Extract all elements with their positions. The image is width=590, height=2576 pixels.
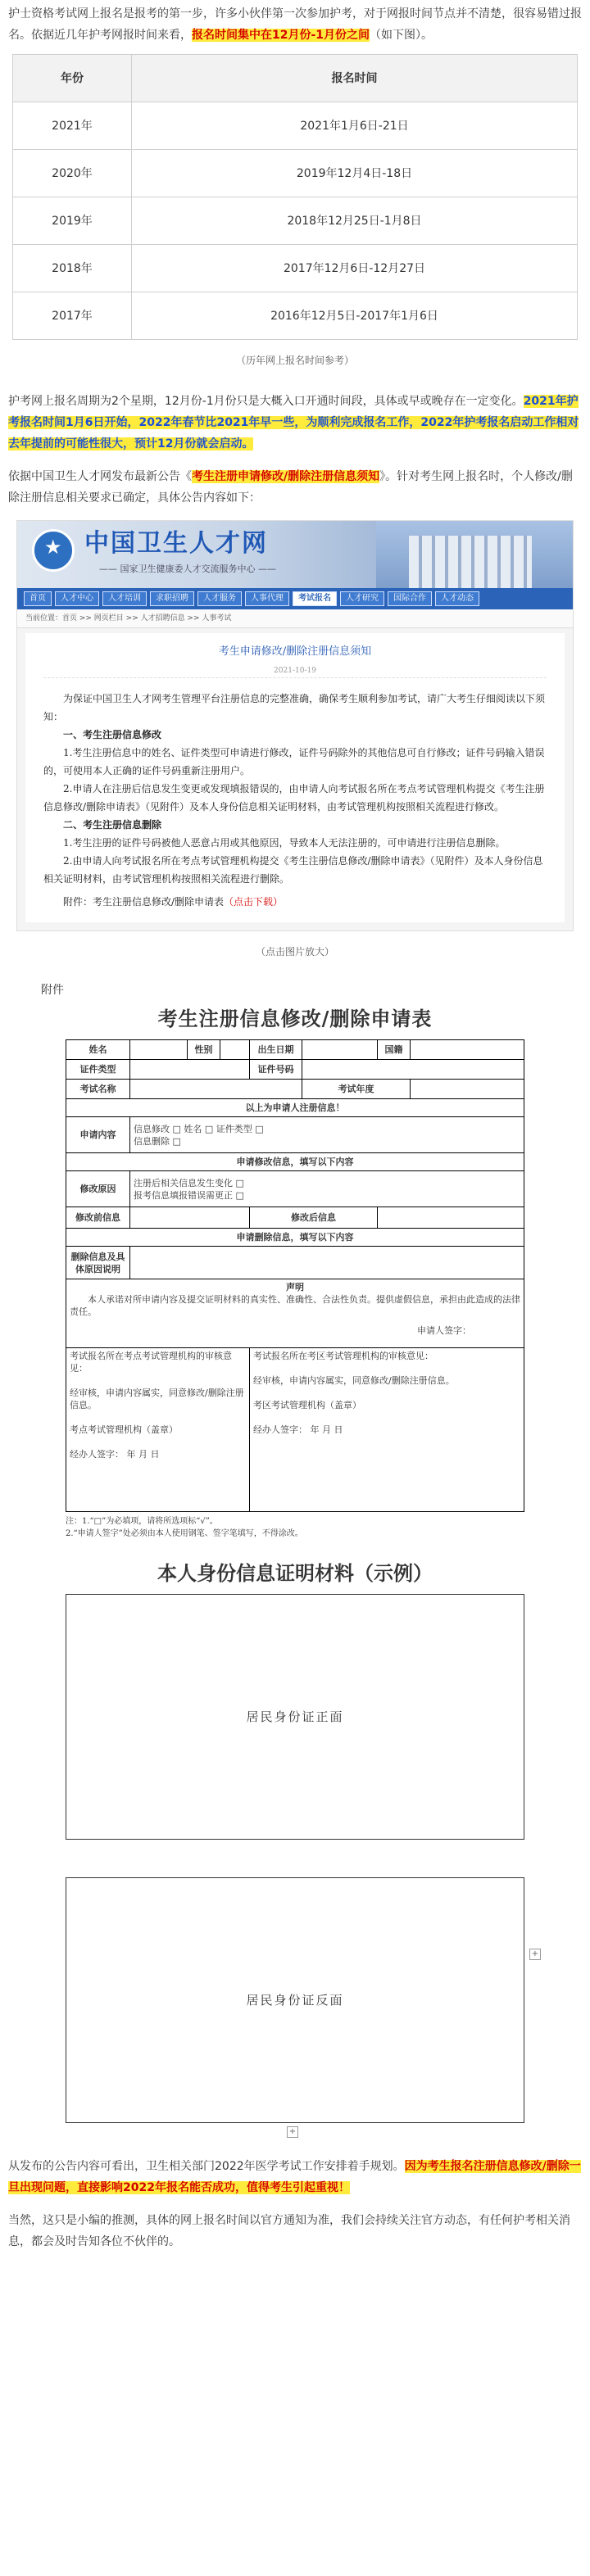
table-row xyxy=(13,292,578,340)
before-label: 修改前信息 xyxy=(66,1207,130,1229)
notice-item: 2.申请人在注册后信息发生变更或发现填报错误的，由申请人向考试报名所在考点考试管理机构提交《考生注册信息修改/删除申请表》（见附件）及本人身份信息相关证明材料，由考试管理机构按照相关流程进行修改。 xyxy=(43,783,545,813)
idtype-label: 证件类型 xyxy=(66,1060,130,1080)
region-review: 考试报名所在考区考试管理机构的审核意见： 经审核，申请内容属实，同意修改/删除注册信息。 考区考试管理机构（盖章） 经办人签字： 年 月 日 xyxy=(250,1348,524,1512)
year-cell: 2017年 xyxy=(13,292,132,340)
time-cell: 2018年12月25日-1月8日 xyxy=(132,197,578,245)
table-row xyxy=(13,197,578,245)
time-cell: 2016年12月5日-2017年1月6日 xyxy=(132,292,578,340)
exam-label: 考试名称 xyxy=(66,1080,130,1099)
nav-item[interactable]: 人事代理 xyxy=(245,591,289,606)
nav-item[interactable]: 国际合作 xyxy=(388,591,432,606)
time-header: 报名时间 xyxy=(132,55,578,102)
intro-tail: （如下图）。 xyxy=(370,29,433,42)
site-subtitle: —— 国家卫生健康委人才交流服务中心 —— xyxy=(99,564,276,574)
apply-label: 申请内容 xyxy=(66,1117,130,1153)
year-header: 年份 xyxy=(13,55,132,102)
table-row xyxy=(13,245,578,292)
schedule-header-row xyxy=(13,55,578,102)
notice-heading-two: 二、考生注册信息删除 xyxy=(63,819,162,831)
id-back-box: 居民身份证反面 xyxy=(66,1877,524,2123)
time-cell: 2017年12月6日-12月27日 xyxy=(132,245,578,292)
apply-options: 信息修改 □ 姓名 □ 证件类型 □ 信息删除 □ xyxy=(130,1117,524,1153)
nav-item[interactable]: 人才动态 xyxy=(435,591,479,606)
nav-item[interactable]: 首页 xyxy=(24,591,52,606)
year-cell: 2020年 xyxy=(13,150,132,197)
intro-highlight: 报名时间集中在12月份-1月份之间 xyxy=(192,29,370,42)
nation-label: 国籍 xyxy=(378,1040,411,1060)
id-proof-title: 本人身份信息证明材料（示例） xyxy=(157,1561,433,1585)
signer-label: 申请人签字： xyxy=(417,1325,471,1336)
application-form-image xyxy=(25,971,565,1540)
after-label: 修改后信息 xyxy=(250,1207,378,1229)
screenshot-caption: （点击图片放大） xyxy=(255,946,334,958)
notice-intro: 为保证中国卫生人才网考生管理平台注册信息的完整准确，确保考生顺利参加考试，请广大考生仔细阅读以下须知： xyxy=(43,693,546,722)
para2-text: 护考网上报名周期为2个星期，12月份-1月份只是大概入口开通时间段，具体或早或晚存在一定变化。 xyxy=(8,395,524,408)
para3-highlight: 考生注册申请修改/删除注册信息须知 xyxy=(192,470,380,483)
nav-item[interactable]: 人才研究 xyxy=(340,591,384,606)
application-form-table xyxy=(66,1039,524,1512)
notice-item: 1.考生注册信息中的姓名、证件类型可申请进行修改，证件号码除外的其他信息可自行修改；证件号码输入错误的，可使用本人正确的证件号码重新注册用户。 xyxy=(43,747,545,776)
article-page xyxy=(0,3,590,2269)
notice-heading-one: 一、考生注册信息修改 xyxy=(63,729,162,740)
download-link[interactable]: （点击下载） xyxy=(224,896,284,908)
site-banner xyxy=(17,521,573,588)
applicant-section: 以上为申请人注册信息！ xyxy=(66,1099,524,1117)
form-note: 注：1.“□”为必填项，请将所选项标“√”。 2.“申请人签字”处必须由本人使用钢笔、签字笔填写，不得涂改。 xyxy=(66,1517,303,1538)
delete-label: 删除信息及具体原因说明 xyxy=(66,1247,130,1279)
time-cell: 2019年12月4日-18日 xyxy=(132,150,578,197)
gender-label: 性别 xyxy=(188,1040,220,1060)
site-name: 中国卫生人才网 xyxy=(84,529,268,558)
para3-tail: 》。针对考生网上报名时，个人修改/删除注册信息相关要求已确定，具体公告内容如下： xyxy=(8,470,573,505)
id-front-box: 居民身份证正面 xyxy=(66,1594,524,1840)
point-review: 考试报名所在考点考试管理机构的审核意见： 经审核，申请内容属实，同意修改/删除注册信息。 考点考试管理机构（盖章） 经办人签字： 年 月 日 xyxy=(66,1348,250,1512)
nav-item[interactable]: 人才中心 xyxy=(55,591,99,606)
name-label: 姓名 xyxy=(66,1040,130,1060)
appendix-label: 附件 xyxy=(41,984,64,997)
expand-icon[interactable]: + xyxy=(529,1949,541,1960)
outro-highlight: 因为考生报名注册信息修改/删除一旦出现问题，直接影响2022年报名能否成功，值得考生引起重视！ xyxy=(8,2160,581,2194)
attachment-label: 附件：考生注册信息修改/删除申请表 xyxy=(63,896,225,908)
nav-item[interactable]: 人才服务 xyxy=(197,591,242,606)
notice-date: 2021-10-19 xyxy=(43,664,547,678)
schedule-caption: （历年网上报名时间参考） xyxy=(235,355,354,366)
paragraph-three xyxy=(8,466,582,509)
site-logo-icon xyxy=(32,529,75,572)
table-row xyxy=(13,150,578,197)
birth-label: 出生日期 xyxy=(250,1040,302,1060)
outro-paragraph xyxy=(8,2156,582,2198)
reason-options: 注册后相关信息发生变化 □ 报考信息填报错误需更正 □ xyxy=(130,1171,524,1207)
paragraph-two xyxy=(8,391,582,455)
website-screenshot[interactable] xyxy=(16,520,574,931)
notice-item: 1.考生注册的证件号码被他人恶意占用或其他原因，导致本人无法注册的，可申请进行注册信息删除。 xyxy=(63,837,506,849)
form-title: 考生注册信息修改/删除申请表 xyxy=(157,1007,433,1030)
delete-section: 申请删除信息，填写以下内容 xyxy=(66,1229,524,1247)
id-proof-image xyxy=(25,1560,565,2136)
notice-article xyxy=(25,633,565,922)
outro-text: 从发布的公告内容可看出，卫生相关部门2022年医学考试工作安排着手规划。 xyxy=(8,2160,405,2173)
intro-text: 护士资格考试网上报名是报考的第一步，许多小伙伴第一次参加护考，对于网报时间节点并不清楚，很容易错过报名。依据近几年护考网报时间来看， xyxy=(8,7,582,42)
expand-icon[interactable]: + xyxy=(287,2126,298,2138)
reason-label: 修改原因 xyxy=(66,1171,130,1207)
building-image xyxy=(376,521,573,588)
para2-highlight: 2021年护考报名时间1月6日开始，2022年春节比2021年早一些，为顺利完成报名工作，2022年护考报名启动工作相对去年提前的可能性很大，预计12月份就会启动。 xyxy=(8,395,579,450)
notice-attachment xyxy=(43,893,547,911)
outro-paragraph-two: 当然，这只是小编的推测，具体的网上报名时间以官方通知为准，我们会持续关注官方动态，有任何护考相关消息，都会及时告知各位不伙伴的。 xyxy=(8,2214,570,2248)
nav-item-active[interactable]: 考试报名 xyxy=(293,591,337,606)
statement-title: 声明 xyxy=(286,1282,304,1293)
para3-text: 依据中国卫生人才网发布最新公告《 xyxy=(8,470,192,483)
nav-item[interactable]: 求职招聘 xyxy=(150,591,194,606)
year-cell: 2021年 xyxy=(13,102,132,150)
notice-title: 考生申请修改/删除注册信息须知 xyxy=(218,645,372,658)
notice-item: 2.由申请人向考试报名所在考点考试管理机构提交《考生注册信息修改/删除申请表》（见附件）及本人身份信息相关证明材料，由考试管理机构按照相关流程进行删除。 xyxy=(43,855,543,885)
year-label: 考试年度 xyxy=(302,1080,411,1099)
nav-item[interactable]: 人才培训 xyxy=(102,591,147,606)
table-row xyxy=(13,102,578,150)
intro-paragraph xyxy=(8,3,582,46)
breadcrumb: 当前位置：首页 >> 网页栏目 >> 人才招聘信息 >> 人事考试 xyxy=(17,609,573,628)
year-cell: 2019年 xyxy=(13,197,132,245)
site-navbar xyxy=(17,588,573,609)
time-cell: 2021年1月6日-21日 xyxy=(132,102,578,150)
idno-label: 证件号码 xyxy=(250,1060,302,1080)
modify-section: 申请修改信息，填写以下内容 xyxy=(66,1153,524,1171)
schedule-table xyxy=(12,54,578,340)
year-cell: 2018年 xyxy=(13,245,132,292)
statement-text: 本人承诺对所申请内容及提交证明材料的真实性、准确性、合法性负责。提供虚假信息，承担由此造成的法律责任。 xyxy=(70,1294,520,1317)
